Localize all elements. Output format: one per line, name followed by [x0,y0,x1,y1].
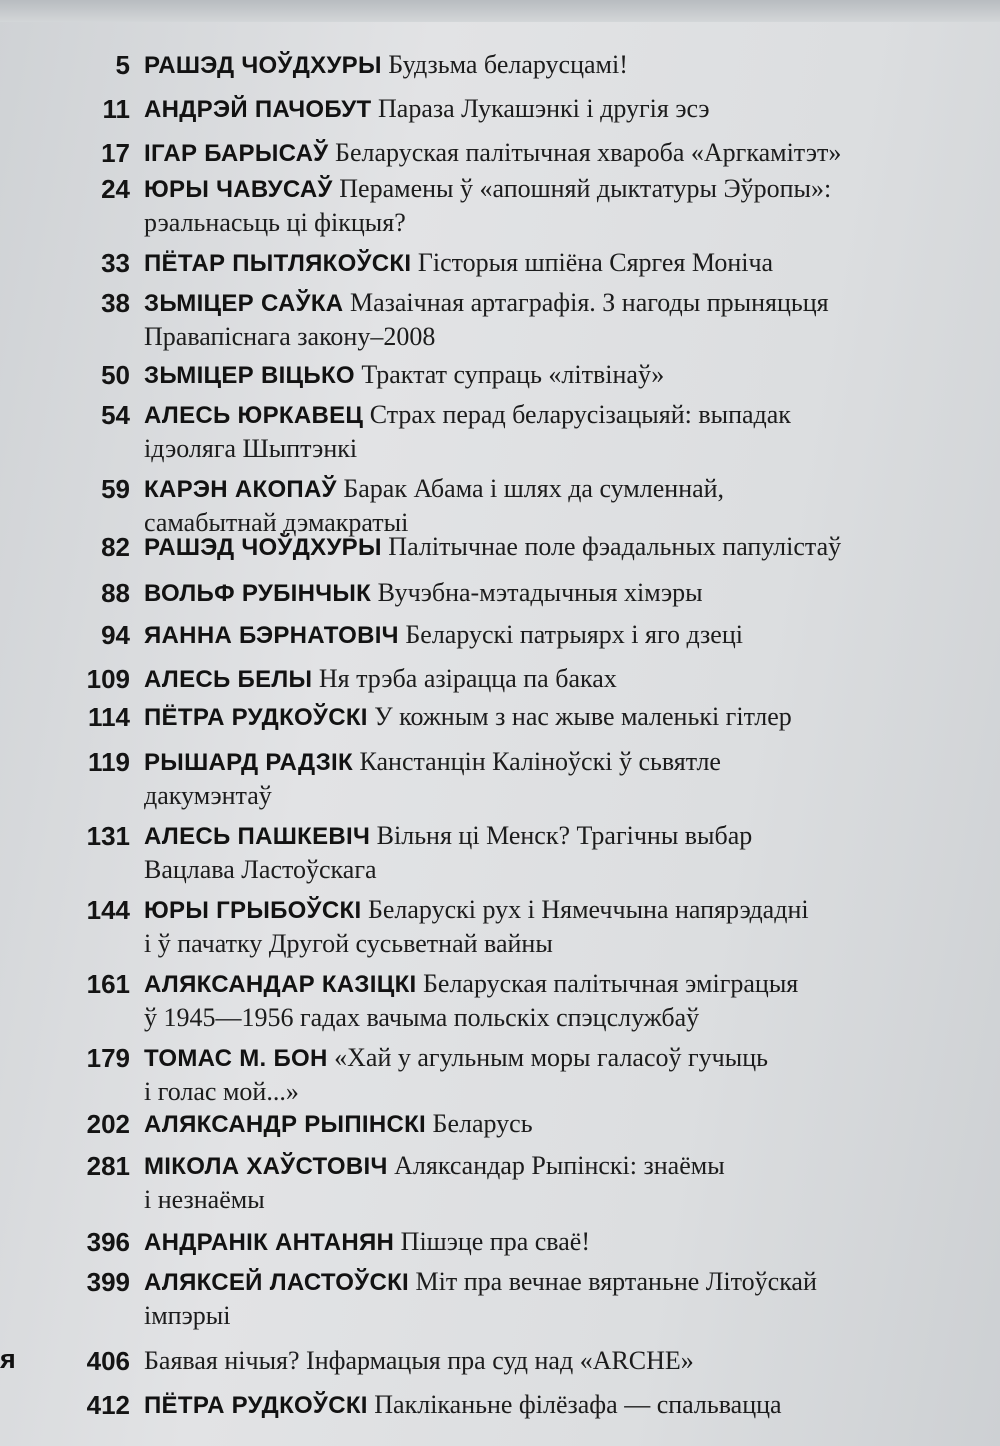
article-title: Беларусь [432,1109,533,1138]
entry-first-line [144,1149,725,1184]
article-title: Аляксандар Рыпінскі: знаёмы [394,1151,725,1180]
facing-page-fragment: я [0,1344,16,1374]
article-title-continued: Правапіснага закону–2008 [144,322,436,351]
author-name: МІКОЛА ХАЎСТОВІЧ [144,1153,388,1180]
author-name: ЗЬМІЦЕР ВІЦЬКО [144,362,355,389]
article-title: Беларускі рух і Нямеччына напярэдадні [367,895,809,924]
page-number: 33 [101,248,130,278]
article-title: Будзьма беларусцамі! [388,50,628,79]
author-name: РАШЭД ЧОЎДХУРЫ [144,534,382,561]
entry-first-line [144,618,743,653]
entry-first-line [144,576,703,611]
page-number: 50 [101,360,130,390]
article-title-continued: Вацлава Ластоўскага [144,855,377,884]
author-name: ПЁТАР ПЫТЛЯКОЎСКІ [144,250,412,277]
author-name: ЮРЫ ЧАВУСАЎ [144,176,333,203]
page-number: 406 [86,1346,130,1376]
page-number: 281 [86,1151,130,1181]
author-name: АЛЯКСЕЙ ЛАСТОЎСКІ [144,1269,410,1296]
page-number: 399 [86,1267,130,1297]
page-number: 38 [101,288,130,318]
article-title-continued: рэальнасьць ці фікцыя? [144,208,406,237]
article-title-continued: і голас мой...» [144,1077,299,1106]
entry-first-line [144,1041,768,1076]
article-title-continued: і незнаёмы [144,1185,265,1214]
entry-first-line [144,700,792,735]
page-number: 17 [101,138,130,168]
article-title: Пакліканьне філёзафа — спальваццa [374,1390,782,1419]
author-name: АЛЕСЬ ЮРКАВЕЦ [144,402,364,429]
article-title: Беларускі патрыярх і яго дзеці [405,620,743,649]
article-title: Ня трэба азірацца па баках [318,664,617,693]
article-title-continued: і ў пачатку Другой сусьветнай вайны [144,929,553,958]
article-title: Палітычнае поле фэадальных папулістаў [388,532,842,561]
entry-first-line [144,745,721,780]
entry-first-line [144,48,628,83]
author-name: ЮРЫ ГРЫБОЎСКІ [144,897,362,924]
entry-first-line [144,398,791,433]
page-number: 119 [88,747,130,777]
author-name: ЯАННА БЭРНАТОВІЧ [144,622,399,649]
page-number: 131 [86,821,130,851]
entry-first-line [144,172,831,207]
article-title: Мазаічная артаграфія. З нагоды прыняцьця [349,288,829,317]
article-title: Страх перад беларусізацыяй: выпадак [369,400,791,429]
article-title: Перамены ў «апошняй дыктатуры Эўропы»: [339,174,832,203]
article-title-continued: імпэрыі [144,1301,231,1330]
page-number: 396 [86,1227,130,1257]
article-title-continued: ў 1945—1956 гадах вачыма польскіх спэцслужбаў [144,1003,700,1032]
article-title: Трактат супраць «літвінаў» [361,360,665,389]
page-number: 11 [102,94,130,124]
page-number: 59 [101,474,130,504]
entry-first-line [144,1107,533,1142]
author-name: АЛЯКСАНДР РЫПІНСКІ [144,1111,427,1138]
author-name: ПЁТРА РУДКОЎСКІ [144,704,368,731]
author-name: РЫШАРД РАДЗІК [144,749,353,776]
entry-first-line [144,967,798,1002]
page-number: 114 [88,702,130,732]
article-title: Параза Лукашэнкі і другія эсэ [378,94,710,123]
page-number: 88 [101,578,130,608]
article-title: Баявая нічыя? Інфармацыя пра суд над «ARCHE» [144,1346,694,1375]
page-number: 179 [86,1043,130,1073]
entry-first-line [144,819,752,854]
author-name: ТОМАС М. БОН [144,1045,328,1072]
article-title: Пішэце пра сваё! [400,1227,590,1256]
article-title: Беларуская палітычная эміграцыя [422,969,799,998]
article-title: У кожным з нас жыве маленькі гітлер [374,702,792,731]
article-title: Гісторыя шпіёна Сяргея Моніча [417,248,774,277]
page-number: 161 [86,969,130,999]
entry-first-line [144,358,664,393]
page-number: 94 [101,620,130,650]
page-number: 412 [86,1390,130,1420]
article-title: Вільня ці Менск? Трагічны выбар [376,821,753,850]
page-number: 144 [86,895,130,925]
entry-first-line [144,286,829,321]
article-title: «Хай у агульным моры галасоў гучыць [334,1043,768,1072]
author-name: АНДРАНІК АНТАНЯН [144,1229,395,1256]
author-name: РАШЭД ЧОЎДХУРЫ [144,52,382,79]
author-name: АЛЕСЬ БЕЛЫ [144,666,313,693]
page-number: 54 [101,400,130,430]
page-number: 82 [101,532,130,562]
author-name: ІГАР БАРЫСАЎ [144,140,329,167]
page-number: 5 [115,50,130,80]
author-name: ЗЬМІЦЕР САЎКА [144,290,344,317]
article-title: Беларуская палітычная хвароба «Аргкамітэт» [335,138,842,167]
entry-first-line [144,662,617,697]
entry-first-line [144,1344,694,1378]
entry-first-line [144,530,841,565]
page-number: 109 [86,664,130,694]
entry-first-line [144,893,809,928]
article-title-continued: самабытнай дэмакратыі [144,508,409,537]
entry-first-line [144,1265,817,1300]
article-title: Барак Абама і шлях да сумленнай, [343,474,725,503]
article-title: Канстанцін Каліноўскі ў сьвятле [359,747,721,776]
author-name: КАРЭН АКОПАЎ [144,476,337,503]
entry-first-line [144,92,710,127]
page-number: 202 [86,1109,130,1139]
author-name: ПЁТРА РУДКОЎСКІ [144,1392,368,1419]
article-title: Вучэбна-мэтадычныя хімэры [377,578,703,607]
entry-first-line [144,1225,590,1260]
article-title-continued: ідэоляга Шыптэнкі [144,434,358,463]
author-name: ВОЛЬФ РУБІНЧЫК [144,580,372,607]
author-name: АЛЕСЬ ПАШКЕВІЧ [144,823,371,850]
entry-first-line [144,136,841,171]
entry-first-line [144,246,773,281]
author-name: АНДРЭЙ ПАЧОБУТ [144,96,372,123]
entry-first-line [144,1388,782,1423]
article-title: Міт пра вечнае вяртаньне Літоўскай [415,1267,817,1296]
entry-first-line [144,472,724,507]
page-number: 24 [101,174,130,204]
article-title-continued: дакумэнтаў [144,781,272,810]
author-name: АЛЯКСАНДАР КАЗІЦКІ [144,971,417,998]
